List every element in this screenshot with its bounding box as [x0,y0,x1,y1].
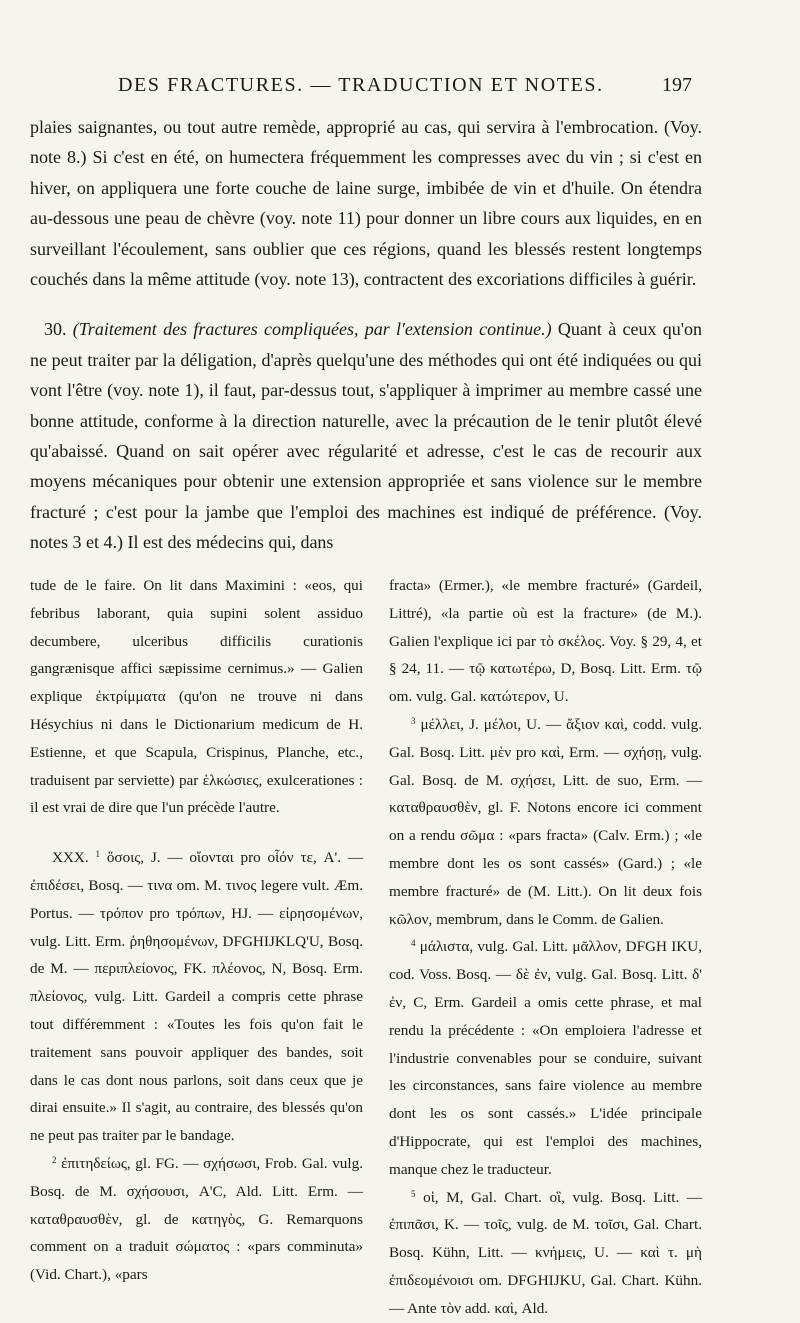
note-marker: 4 [411,938,416,949]
note-continuation: tude de le faire. On lit dans Maximini : «eos, qui febribus laborant, quia supini solent assiduo decumbere, ulceribus difficilis curationis gangrænisque affici sæpissime cernimus.» — Galien explique ἐκτρίμματα (qu'on ne trouve ni dans Hésychius ni dans le Dictionarium medicum de H. Estienne, et que Scapula, Crispinus, Planche, etc., traduisent par serviette) par ἑλκώσιες, exulcerationes : il est vrai de dire que l'un précède l'autre. [30,577,363,817]
paragraph-continuation: plaies saignantes, ou tout autre remède, approprié au cas, qui servira à l'embrocation. (Voy. note 8.) Si c'est en été, on humectera fréquemment les compresses avec du vin ; si c'est en hiver, on appliquera une forte couche de laine surge, imbibée de vin et d'huile. On étendra au-dessous une peau de chèvre (voy. note 11) pour donner un libre cours aux liquides, en en surveillant l'écoulement, sans oublier que ces régions, quand les blessés restent longtemps couchés dans la même attitude (voy. note 13), contractent des excoriations difficiles à guérir. [30,117,702,290]
running-title: DES FRACTURES. — TRADUCTION ET NOTES. [118,74,604,96]
note-xxx-1 [30,844,363,1150]
note-3 [389,711,702,933]
note-text: οἱ, M, Gal. Chart. οἳ, vulg. Bosq. Litt. — ἐπιπᾶσι, K. — τοῖς, vulg. de M. τοῖσι, Gal. Chart. Bosq. Kühn, Litt. — κνήμεις, U. — καὶ τ. μὴ ἐπιδεομένοισι om. DFGHIJKU, Gal. Chart. Kühn. — Ante τὸν add. καὶ, Ald. [389,1188,703,1317]
note-text: μέλλει, J. μέλοι, U. — ἄξιον καὶ, codd. vulg. Gal. Bosq. Litt. μὲν pro καὶ, Erm. — σχήσῃ, vulg. Gal. Bosq. de M. σχήσει, Litt. de suo, Erm. — καταθραυσθὲν, gl. F. Notons encore ici comment on a rendu σῶμα : «pars fracta» (Calv. Erm.) ; «le membre dont les os sont cassés» (Gard.) ; «le membre fracturé» de (M. Litt.). On lit deux fois κῶλον, membrum, dans le Comm. de Galien. [389,715,703,928]
paragraph-text: Quant à ceux qu'on ne peut traiter par la déligation, d'après quelqu'une des méthodes qui ont été indiquées ou qui vont l'être (voy. note 1), il faut, par-dessus tout, s'appliquer à imprimer au membre cassé une bonne attitude, conforme à la direction naturelle, avec la précaution de le tenir plutôt élevé qu'abaissé. Quand on sait opérer avec régularité et adresse, c'est le cas de recourir aux moyens mécaniques pour obtenir une extension appropriée et sans violence sur le membre fracturé ; c'est pour la jambe que l'emploi des machines est indiqué de préférence. (Voy. notes 3 et 4.) Il est des médecins qui, dans [30,319,702,553]
note-marker: 2 [52,1154,57,1165]
page-number: 197 [662,74,692,96]
main-text [30,112,702,558]
note-marker: 1 [95,849,101,860]
note-4 [389,933,702,1183]
note-section-label: XXX. [52,849,89,867]
paragraph-30 [30,314,702,557]
paragraph-number: 30. [44,319,67,340]
paragraph-title: (Traitement des fractures compliquées, par l'extension continue.) [72,319,552,340]
notes-right-column [389,572,702,1323]
notes-left-column [30,572,363,1289]
note-2 [30,1150,363,1289]
note-text: μάλιστα, vulg. Gal. Litt. μᾶλλον, DFGH IKU, cod. Voss. Bosq. — δὲ ἐν, vulg. Gal. Bosq. Litt. δ' ἐν, C, Erm. Gardeil a omis cette phrase, et mal rendu la précédente : «On emploiera l'adresse et l'industrie convenables pour se conduire, suivant les circonstances, sans faire violence au membre dont les os sont cassés.» L'idée principale d'Hippocrate, qui est l'emploi des machines, manque chez le traducteur. [389,938,703,1178]
note-continuation: fracta» (Ermer.), «le membre fracturé» (Gardeil, Littré), «la partie où est la fracture» (de M.). Galien l'explique ici par τὸ σκέλος. Voy. § 29, 4, et § 24, 11. — τῷ κατωτέρω, D, Bosq. Litt. Erm. τῷ om. vulg. Gal. κατώτερον, U. [389,577,702,706]
note-text: ὅσοις, J. — οἴονται pro οἷόν τε, A'. — ἐπιδέσει, Bosq. — τινα om. M. τινος legere vult. Æm. Portus. — τρόπον pro τρόπων, HJ. — εἰρησομένων, vulg. Litt. Erm. ῥηθησομένων, DFGHIJKLQ'U, Bosq. de M. — περιπλείονος, FK. πλέονος, N, Bosq. Erm. πλείονος, vulg. Litt. Gardeil a compris cette phrase tout différemment : «Toutes les fois qu'on fait le traitement sans pouvoir appliquer des bandes, soit dans le cas dont nous parlons, soit dans ceux que je dirai ensuite.» Il s'agit, au contraire, des blessés qu'on ne peut pas traiter par le bandage. [30,849,364,1145]
note-marker: 3 [411,715,416,726]
note-text: ἐπιτηδείως, gl. FG. — σχήσωσι, Frob. Gal. vulg. Bosq. de M. σχήσουσι, A'C, Ald. Litt. Erm. — καταθραυσθὲν, gl. de κατηγὸς, G. Remarquons comment on a traduit σώματος : «pars comminuta» (Vid. Chart.), «pars [30,1154,363,1284]
running-header [112,74,700,106]
note-marker: 5 [411,1188,416,1199]
note-5 [389,1184,702,1323]
